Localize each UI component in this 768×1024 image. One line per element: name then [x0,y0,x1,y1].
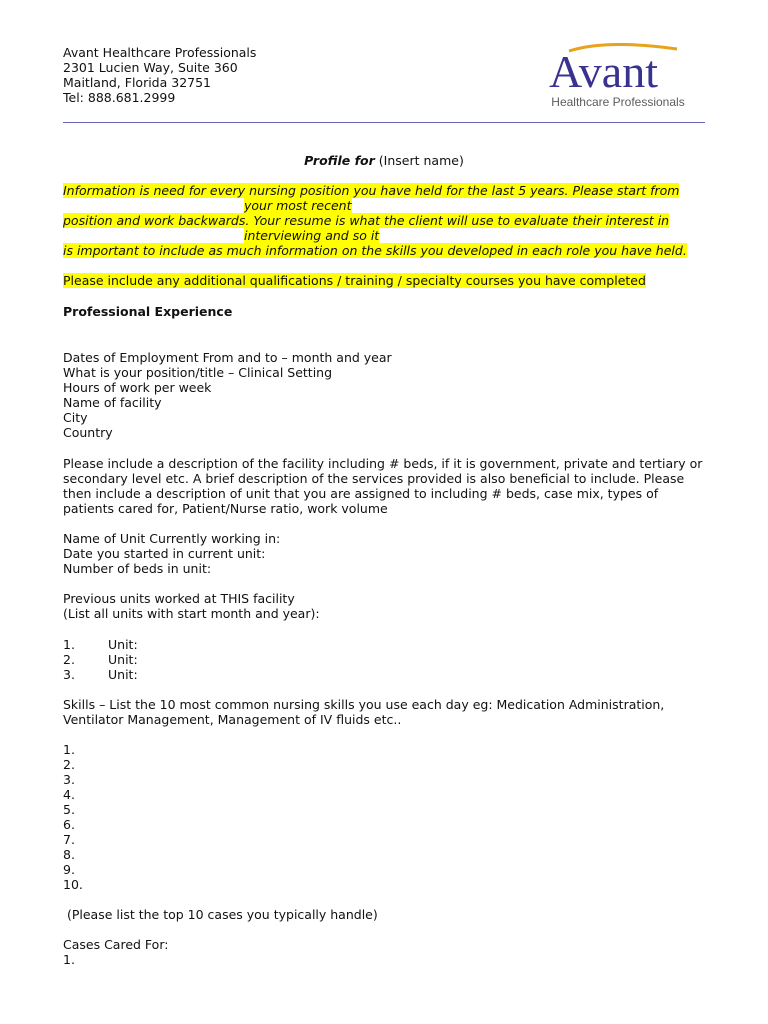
org-name: Avant Healthcare Professionals [63,45,257,60]
field-unit-name: Name of Unit Currently working in: [63,531,281,546]
list-label: Unit: [108,637,138,652]
cases-section [63,937,705,967]
section-heading-professional-experience: Professional Experience [63,304,233,319]
logo-wordmark: Avant [549,46,659,95]
field-city: City [63,410,88,425]
instruction-line-2b: interviewing and so it [244,228,380,243]
list-item [63,667,705,682]
skills-instruction: Skills – List the 10 most common nursing skills you use each day eg: Medication Administration, Ventilator Management, Management of IV fluids etc.. [63,697,665,727]
telephone: Tel: 888.681.2999 [63,90,176,105]
list-item: 4. [63,787,75,802]
logo-subtitle: Healthcare Professionals [551,95,685,109]
instruction-line-3: is important to include as much information on the skills you developed in each role you have held. [63,243,687,258]
list-item [63,637,705,652]
field-unit-start: Date you started in current unit: [63,546,266,561]
previous-units-line-1: Previous units worked at THIS facility [63,591,295,606]
list-number: 3. [63,667,75,682]
letterhead [63,45,705,121]
field-unit-beds: Number of beds in unit: [63,561,212,576]
instruction-line-1b: your most recent [244,198,352,213]
list-number: 2. [63,652,75,667]
list-item: 10. [63,877,83,892]
avant-logo [547,43,687,117]
instruction-line-1: Information is need for every nursing position you have held for the last 5 years. Please start from [63,183,680,198]
city-state-zip: Maitland, Florida 32751 [63,75,212,90]
list-item: 2. [63,757,75,772]
field-dates: Dates of Employment From and to – month and year [63,350,392,365]
list-item: 8. [63,847,75,862]
list-label: Unit: [108,652,138,667]
skills-list [63,742,705,892]
list-number: 1. [63,637,75,652]
unit-list [63,637,705,682]
header-divider [63,122,705,123]
facility-description: Please include a description of the facility including # beds, if it is government, private and tertiary or secondary level etc. A brief description of the services provided is also beneficial to include. Please then include a description of unit that you are assigned to including # beds, case mix, types of patients cared for, Patient/Nurse ratio, work volume [63,456,703,516]
list-item: 1. [63,742,75,757]
previous-units-line-2: (List all units with start month and year): [63,606,320,621]
profile-title-rest: (Insert name) [374,153,464,168]
list-item: 1. [63,952,75,967]
field-position: What is your position/title – Clinical Setting [63,365,333,380]
cases-heading: Cases Cared For: [63,937,169,952]
list-item: 6. [63,817,75,832]
instruction-line-2: position and work backwards. Your resume is what the client will use to evaluate their interest in [63,213,670,228]
instruction-line-4: Please include any additional qualifications / training / specialty courses you have completed [63,273,646,288]
cases-note: (Please list the top 10 cases you typically handle) [63,907,378,922]
profile-title-bold: Profile for [304,153,375,168]
field-country: Country [63,425,113,440]
experience-fields [63,350,705,440]
field-facility: Name of facility [63,395,162,410]
street-address: 2301 Lucien Way, Suite 360 [63,60,238,75]
list-label: Unit: [108,667,138,682]
list-item: 9. [63,862,75,877]
list-item: 7. [63,832,75,847]
list-item: 3. [63,772,75,787]
unit-fields [63,531,705,576]
field-hours: Hours of work per week [63,380,212,395]
previous-units [63,591,705,621]
list-item: 5. [63,802,75,817]
list-item [63,652,705,667]
profile-title [63,153,705,168]
instructions [63,183,705,288]
